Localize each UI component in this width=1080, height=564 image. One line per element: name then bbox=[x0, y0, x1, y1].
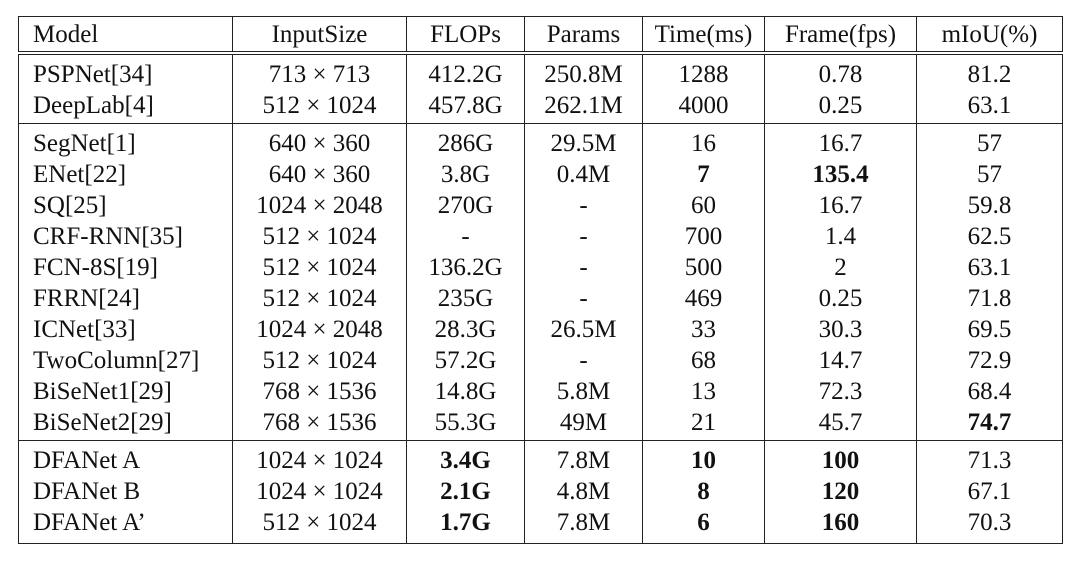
cell-model: PSPNet[34] bbox=[19, 53, 233, 90]
cell-time: 60 bbox=[643, 190, 765, 221]
cell-time: 7 bbox=[643, 159, 765, 190]
cell-frame: 100 bbox=[765, 441, 917, 477]
cell-flops: 457.8G bbox=[407, 90, 525, 124]
cell-flops: 1.7G bbox=[407, 507, 525, 544]
cell-model: SegNet[1] bbox=[19, 124, 233, 160]
cell-flops: 3.8G bbox=[407, 159, 525, 190]
table-row bbox=[19, 190, 1063, 221]
cell-flops: 3.4G bbox=[407, 441, 525, 477]
cell-frame: 45.7 bbox=[765, 407, 917, 441]
cell-model: DFANet A’ bbox=[19, 507, 233, 544]
cell-time: 16 bbox=[643, 124, 765, 160]
cell-flops: 28.3G bbox=[407, 314, 525, 345]
cell-inputsize: 512 × 1024 bbox=[233, 221, 407, 252]
cell-time: 13 bbox=[643, 376, 765, 407]
cell-inputsize: 512 × 1024 bbox=[233, 507, 407, 544]
cell-frame: 0.78 bbox=[765, 53, 917, 90]
cell-flops: 270G bbox=[407, 190, 525, 221]
cell-model: ICNet[33] bbox=[19, 314, 233, 345]
cell-frame: 2 bbox=[765, 252, 917, 283]
cell-time: 469 bbox=[643, 283, 765, 314]
cell-frame: 72.3 bbox=[765, 376, 917, 407]
cell-miou: 59.8 bbox=[917, 190, 1063, 221]
cell-params: 0.4M bbox=[525, 159, 643, 190]
cell-time: 33 bbox=[643, 314, 765, 345]
cell-params: 250.8M bbox=[525, 53, 643, 90]
cell-params: - bbox=[525, 283, 643, 314]
table-row bbox=[19, 376, 1063, 407]
cell-flops: - bbox=[407, 221, 525, 252]
table-row bbox=[19, 441, 1063, 477]
cell-miou: 70.3 bbox=[917, 507, 1063, 544]
results-table-container bbox=[18, 16, 1062, 544]
results-table bbox=[18, 16, 1063, 544]
cell-time: 1288 bbox=[643, 53, 765, 90]
cell-model: FRRN[24] bbox=[19, 283, 233, 314]
cell-params: 5.8M bbox=[525, 376, 643, 407]
cell-model: DFANet A bbox=[19, 441, 233, 477]
cell-model: ENet[22] bbox=[19, 159, 233, 190]
table-group-2 bbox=[19, 124, 1063, 441]
cell-flops: 55.3G bbox=[407, 407, 525, 441]
cell-miou: 57 bbox=[917, 159, 1063, 190]
table-row bbox=[19, 90, 1063, 124]
cell-frame: 16.7 bbox=[765, 124, 917, 160]
cell-inputsize: 512 × 1024 bbox=[233, 345, 407, 376]
cell-time: 10 bbox=[643, 441, 765, 477]
cell-params: 4.8M bbox=[525, 476, 643, 507]
cell-params: 7.8M bbox=[525, 507, 643, 544]
cell-model: FCN-8S[19] bbox=[19, 252, 233, 283]
table-row bbox=[19, 252, 1063, 283]
table-row bbox=[19, 345, 1063, 376]
cell-miou: 57 bbox=[917, 124, 1063, 160]
cell-frame: 135.4 bbox=[765, 159, 917, 190]
cell-miou: 71.8 bbox=[917, 283, 1063, 314]
cell-frame: 16.7 bbox=[765, 190, 917, 221]
cell-model: CRF-RNN[35] bbox=[19, 221, 233, 252]
cell-time: 4000 bbox=[643, 90, 765, 124]
cell-miou: 68.4 bbox=[917, 376, 1063, 407]
table-row bbox=[19, 507, 1063, 544]
cell-params: 49M bbox=[525, 407, 643, 441]
cell-inputsize: 1024 × 1024 bbox=[233, 476, 407, 507]
cell-inputsize: 512 × 1024 bbox=[233, 90, 407, 124]
cell-flops: 136.2G bbox=[407, 252, 525, 283]
table-row bbox=[19, 314, 1063, 345]
header-miou: mIoU(%) bbox=[917, 17, 1063, 54]
table-row bbox=[19, 159, 1063, 190]
cell-flops: 235G bbox=[407, 283, 525, 314]
cell-miou: 74.7 bbox=[917, 407, 1063, 441]
cell-params: - bbox=[525, 190, 643, 221]
header-frame: Frame(fps) bbox=[765, 17, 917, 54]
cell-frame: 0.25 bbox=[765, 90, 917, 124]
cell-flops: 2.1G bbox=[407, 476, 525, 507]
cell-inputsize: 768 × 1536 bbox=[233, 407, 407, 441]
cell-time: 500 bbox=[643, 252, 765, 283]
cell-miou: 81.2 bbox=[917, 53, 1063, 90]
cell-miou: 71.3 bbox=[917, 441, 1063, 477]
cell-frame: 160 bbox=[765, 507, 917, 544]
cell-miou: 67.1 bbox=[917, 476, 1063, 507]
cell-inputsize: 640 × 360 bbox=[233, 159, 407, 190]
cell-inputsize: 768 × 1536 bbox=[233, 376, 407, 407]
cell-model: DeepLab[4] bbox=[19, 90, 233, 124]
table-row bbox=[19, 53, 1063, 90]
cell-flops: 286G bbox=[407, 124, 525, 160]
cell-params: - bbox=[525, 252, 643, 283]
cell-frame: 14.7 bbox=[765, 345, 917, 376]
cell-time: 700 bbox=[643, 221, 765, 252]
cell-params: - bbox=[525, 345, 643, 376]
cell-frame: 120 bbox=[765, 476, 917, 507]
cell-frame: 0.25 bbox=[765, 283, 917, 314]
cell-flops: 412.2G bbox=[407, 53, 525, 90]
cell-inputsize: 713 × 713 bbox=[233, 53, 407, 90]
cell-model: SQ[25] bbox=[19, 190, 233, 221]
table-row bbox=[19, 283, 1063, 314]
header-inputsize: InputSize bbox=[233, 17, 407, 54]
cell-time: 8 bbox=[643, 476, 765, 507]
cell-model: DFANet B bbox=[19, 476, 233, 507]
table-row bbox=[19, 221, 1063, 252]
cell-inputsize: 640 × 360 bbox=[233, 124, 407, 160]
cell-time: 21 bbox=[643, 407, 765, 441]
cell-model: TwoColumn[27] bbox=[19, 345, 233, 376]
cell-params: 29.5M bbox=[525, 124, 643, 160]
cell-time: 68 bbox=[643, 345, 765, 376]
cell-model: BiSeNet2[29] bbox=[19, 407, 233, 441]
table-row bbox=[19, 476, 1063, 507]
table-header bbox=[19, 17, 1063, 54]
header-model: Model bbox=[19, 17, 233, 54]
header-params: Params bbox=[525, 17, 643, 54]
table-group-3 bbox=[19, 441, 1063, 544]
cell-model: BiSeNet1[29] bbox=[19, 376, 233, 407]
cell-miou: 62.5 bbox=[917, 221, 1063, 252]
header-row bbox=[19, 17, 1063, 54]
cell-time: 6 bbox=[643, 507, 765, 544]
table-row bbox=[19, 124, 1063, 160]
cell-params: 26.5M bbox=[525, 314, 643, 345]
cell-inputsize: 512 × 1024 bbox=[233, 283, 407, 314]
cell-frame: 1.4 bbox=[765, 221, 917, 252]
cell-params: 7.8M bbox=[525, 441, 643, 477]
cell-miou: 69.5 bbox=[917, 314, 1063, 345]
cell-flops: 14.8G bbox=[407, 376, 525, 407]
cell-miou: 72.9 bbox=[917, 345, 1063, 376]
table-row bbox=[19, 407, 1063, 441]
cell-miou: 63.1 bbox=[917, 90, 1063, 124]
header-flops: FLOPs bbox=[407, 17, 525, 54]
cell-inputsize: 1024 × 2048 bbox=[233, 190, 407, 221]
cell-miou: 63.1 bbox=[917, 252, 1063, 283]
cell-inputsize: 1024 × 2048 bbox=[233, 314, 407, 345]
cell-inputsize: 512 × 1024 bbox=[233, 252, 407, 283]
cell-frame: 30.3 bbox=[765, 314, 917, 345]
cell-params: - bbox=[525, 221, 643, 252]
cell-params: 262.1M bbox=[525, 90, 643, 124]
cell-inputsize: 1024 × 1024 bbox=[233, 441, 407, 477]
table-group-1 bbox=[19, 53, 1063, 124]
cell-flops: 57.2G bbox=[407, 345, 525, 376]
header-time: Time(ms) bbox=[643, 17, 765, 54]
